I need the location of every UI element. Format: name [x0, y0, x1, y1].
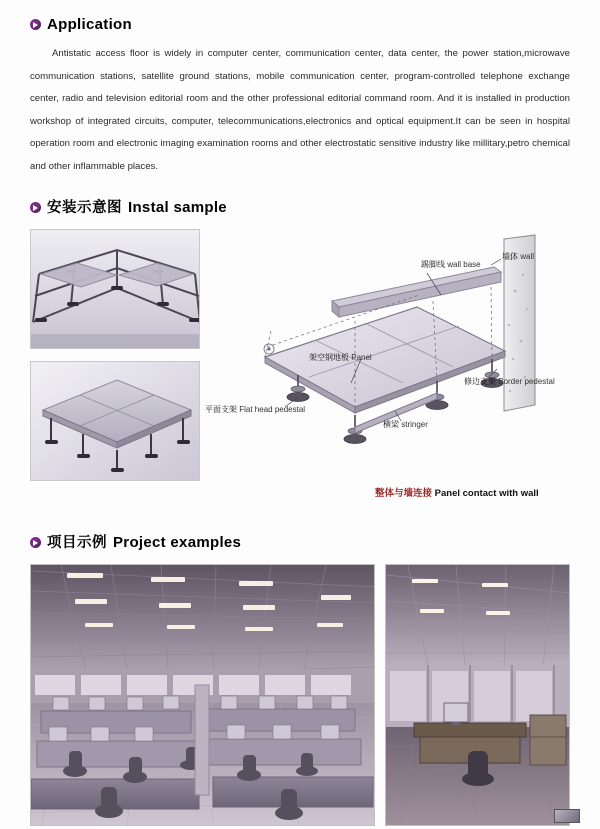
open-office-photo: [30, 564, 375, 826]
section-heading-project-examples: [0, 531, 600, 552]
installed-panel-photo: [30, 361, 200, 481]
page-corner-mark: [554, 809, 580, 823]
section-heading-install-sample: [0, 196, 600, 217]
diagram-label-wall-base: 踢脚线 wall base: [421, 260, 481, 270]
diagram-caption: 整体与墙连接 Panel contact with wall: [375, 488, 539, 500]
play-bullet-icon: [30, 19, 41, 30]
application-paragraph: Antistatic access floor is widely in computer center, communication center, data center, the power station,microwave communication stations, satellite ground stations, mobile communication center, program-controlled telephone exchange center, radio and television editorial room and the other professional editorial command room. And it is installed in production workshop of integrated circuits, computer, telecommunications,electronics and optical equipment.It can be seen in hospital operation room and electronic imaging examination rooms and other electrostatic sensitive industry like millitary,petro chemical and other inflammable places.: [30, 48, 570, 172]
private-office-photo: [385, 564, 570, 826]
project-examples-title-en: Project examples: [113, 534, 242, 552]
install-sample-area: [0, 229, 600, 509]
pedestal-frame-photo: [30, 229, 200, 349]
install-sample-title-cn: 安装示意图: [47, 200, 122, 217]
section-heading-application: [0, 0, 600, 33]
project-photos-area: [0, 564, 600, 829]
play-bullet-icon: [30, 537, 41, 548]
diagram-label-panel: 架空钢地板 Panel: [309, 353, 372, 363]
install-sample-title-en: Instal sample: [128, 199, 227, 217]
diagram-label-flat-head-pedestal: 平面支架 Flat head pedestal: [205, 405, 306, 415]
diagram-label-wall: 墙体 wall: [502, 252, 535, 262]
project-examples-title-cn: 项目示例: [47, 535, 107, 552]
application-title: Application: [47, 16, 132, 33]
play-bullet-icon: [30, 202, 41, 213]
diagram-label-stringer: 横梁 stringer: [383, 420, 428, 430]
installation-diagram: [205, 229, 570, 509]
diagram-label-border-pedestal: 修边支架 Border pedestal: [464, 377, 555, 387]
